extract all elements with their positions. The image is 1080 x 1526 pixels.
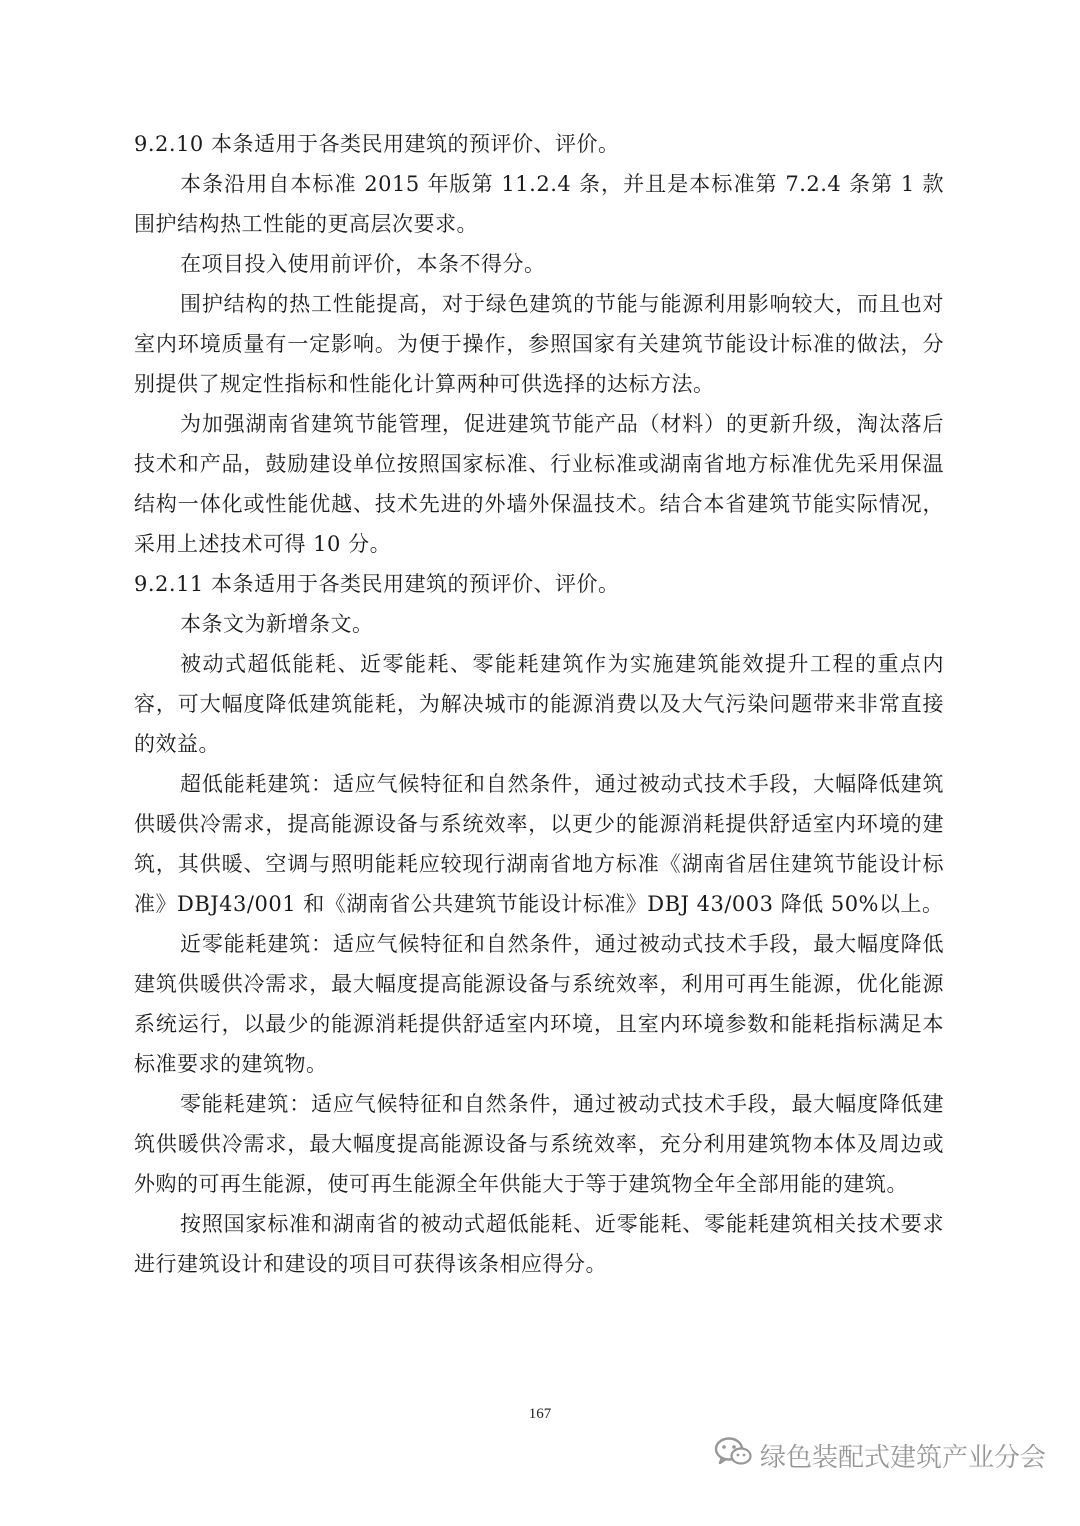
wechat-icon xyxy=(714,1436,752,1475)
watermark xyxy=(714,1436,1046,1475)
paragraph: 超低能耗建筑：适应气候特征和自然条件，通过被动式技术手段，大幅降低建筑供暖供冷需求，提高能源设备与系统效率，以更少的能源消耗提供舒适室内环境的建筑，其供暖、空调与照明能耗应较现行湖南省地方标准《湖南省居住建筑节能设计标准》DBJ43/001 和《湖南省公共建筑节能设计标准》DBJ 43/003 降低 50%以上。 xyxy=(134,772,944,916)
paragraph: 零能耗建筑：适应气候特征和自然条件，通过被动式技术手段，最大幅度降低建筑供暖供冷需求，最大幅度提高能源设备与系统效率，充分利用建筑物本体及周边或外购的可再生能源，使可再生能源全年供能大于等于建筑物全年全部用能的建筑。 xyxy=(134,1092,944,1196)
paragraph: 近零能耗建筑：适应气候特征和自然条件，通过被动式技术手段，最大幅度降低建筑供暖供冷需求，最大幅度提高能源设备与系统效率，利用可再生能源，优化能源系统运行，以最少的能源消耗提供舒适室内环境，且室内环境参数和能耗指标满足本标准要求的建筑物。 xyxy=(134,932,944,1076)
clause-heading-9-2-11: 9.2.11 本条适用于各类民用建筑的预评价、评价。 xyxy=(134,572,620,596)
watermark-text: 绿色装配式建筑产业分会 xyxy=(759,1443,1046,1473)
paragraph: 为加强湖南省建筑节能管理，促进建筑节能产品（材料）的更新升级，淘汰落后技术和产品，鼓励建设单位按照国家标准、行业标准或湖南省地方标准优先采用保温结构一体化或性能优越、技术先进的外墙外保温技术。结合本省建筑节能实际情况，采用上述技术可得 10 分。 xyxy=(134,412,944,556)
paragraph: 被动式超低能耗、近零能耗、零能耗建筑作为实施建筑能效提升工程的重点内容，可大幅度降低建筑能耗，为解决城市的能源消费以及大气污染问题带来非常直接的效益。 xyxy=(134,652,944,756)
paragraph: 按照国家标准和湖南省的被动式超低能耗、近零能耗、零能耗建筑相关技术要求进行建筑设计和建设的项目可获得该条相应得分。 xyxy=(134,1212,944,1276)
paragraph: 本条文为新增条文。 xyxy=(180,612,374,636)
paragraph: 在项目投入使用前评价，本条不得分。 xyxy=(180,252,546,276)
clause-heading-9-2-10: 9.2.10 本条适用于各类民用建筑的预评价、评价。 xyxy=(134,132,620,156)
paragraph: 本条沿用自本标准 2015 年版第 11.2.4 条，并且是本标准第 7.2.4 条第 1 款围护结构热工性能的更高层次要求。 xyxy=(134,172,944,236)
paragraph: 围护结构的热工性能提高，对于绿色建筑的节能与能源利用影响较大，而且也对室内环境质量有一定影响。为便于操作，参照国家有关建筑节能设计标准的做法，分别提供了规定性指标和性能化计算两种可供选择的达标方法。 xyxy=(134,292,944,396)
page-number: 167 xyxy=(528,1406,552,1422)
document-body xyxy=(134,124,944,1284)
